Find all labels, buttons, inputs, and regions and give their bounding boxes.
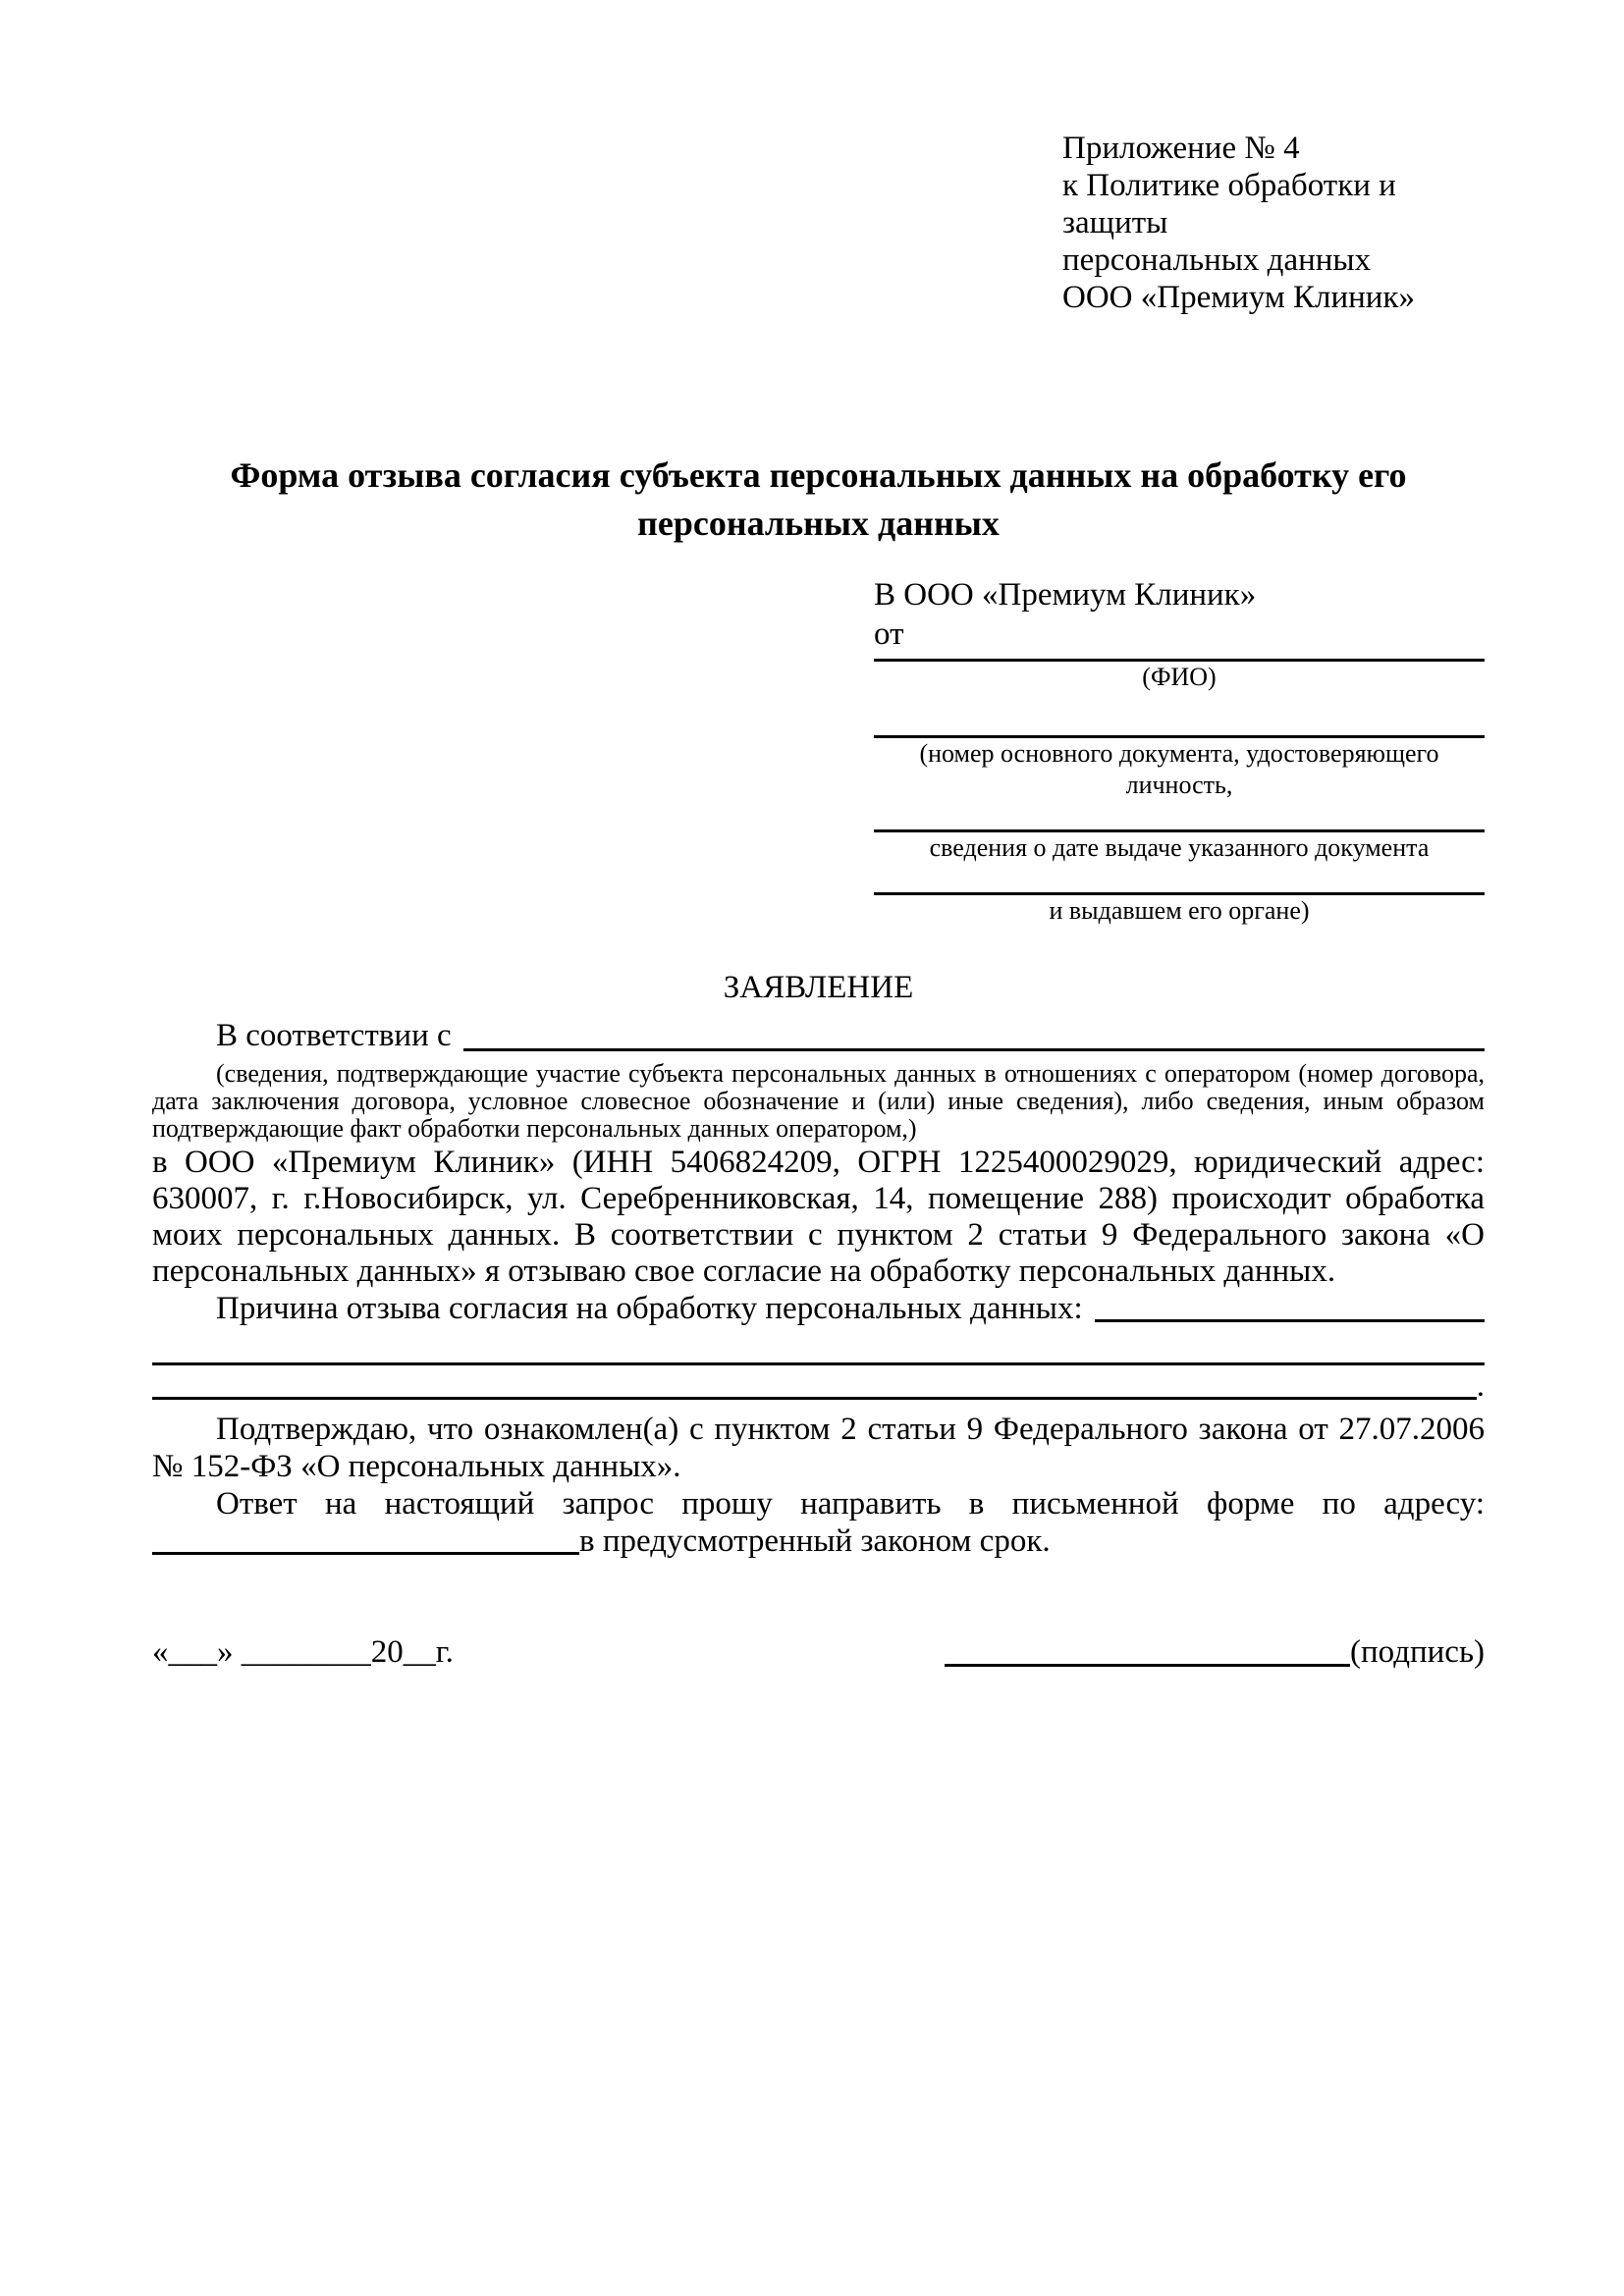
signature-row: [152, 1630, 1485, 1674]
basis-prefix: В соответствии с: [216, 1018, 452, 1053]
addressee-from: от: [874, 616, 904, 652]
issue-date-label: сведения о дате выдаче указанного документа: [929, 833, 1430, 862]
basis-row: [152, 1015, 1485, 1056]
reason-continuation-line-1[interactable]: [152, 1327, 1485, 1365]
appendix-line: ООО «Премиум Клиник»: [1062, 280, 1415, 315]
reason-end-period: .: [1476, 1368, 1485, 1404]
doc-number-blank-line[interactable]: [874, 693, 1485, 738]
addressee-to: В ООО «Премиум Клиник»: [874, 577, 1257, 613]
date-blank[interactable]: «___» ________20__г.: [152, 1634, 454, 1670]
basis-footnote: (сведения, подтверждающие участие субъекта персональных данных в отношениях с оператором (номер договора, дата заключения договора, условное словесное обозначение и (или) иные сведения), либо сведения, иным образом подтверждающие факт обработки персональных данных оператором,): [152, 1059, 1485, 1143]
appendix-line: персональных данных: [1062, 242, 1372, 278]
signature-blank-line[interactable]: [945, 1631, 1350, 1667]
issue-org-label: и выдавшем его органе): [1049, 896, 1310, 925]
fio-blank-line[interactable]: [874, 654, 1485, 662]
issue-date-blank-line[interactable]: [874, 801, 1485, 832]
reply-paragraph: Ответ на настоящий запрос прошу направить в письменной форме по адресу:: [216, 1486, 1485, 1522]
statement-body: в ООО «Премиум Клиник» (ИНН 5406824209, ОГРН 1225400029029, юридический адрес: 630007, г. г.Новосибирск, ул. Серебренниковская, 14, помещение 288) происходит обработка моих персональных данных. В соответствии с пунктом 2 статьи 9 Федерального закона «О персональных данных» я отзываю свое согласие на обработку персональных данных.: [152, 1145, 1485, 1289]
reply-suffix: в предусмотренный законом срок.: [579, 1523, 1051, 1559]
form-title: Форма отзыва согласия субъекта персональных данных на обработку его персональных данных: [230, 455, 1407, 543]
reply-address-row: [152, 1522, 1485, 1560]
addressee-block: [874, 575, 1485, 927]
doc-number-label: (номер основного документа, удостоверяющего личность,: [919, 739, 1439, 799]
signature-group: [945, 1630, 1485, 1674]
statement-heading: ЗАЯВЛЕНИЕ: [723, 970, 914, 1005]
fio-label: (ФИО): [1142, 663, 1217, 691]
reason-blank-line-2[interactable]: [152, 1365, 1477, 1400]
reason-blank-line[interactable]: [1095, 1290, 1485, 1322]
appendix-line: к Политике обработки и защиты: [1062, 168, 1396, 240]
reason-continuation-line-2: [152, 1365, 1485, 1407]
reply-address-blank-line[interactable]: [152, 1522, 579, 1555]
appendix-line: Приложение № 4: [1062, 131, 1300, 166]
basis-blank-line[interactable]: [463, 1015, 1485, 1051]
confirmation-paragraph: Подтверждаю, что ознакомлен(а) с пунктом 2 статьи 9 Федерального закона от 27.07.2006 № 152-ФЗ «О персональных данных».: [152, 1412, 1485, 1484]
appendix-header: [1062, 130, 1485, 316]
reason-row: [152, 1290, 1485, 1327]
reason-prefix: Причина отзыва согласия на обработку персональных данных:: [216, 1291, 1083, 1326]
signature-label: (подпись): [1350, 1634, 1485, 1670]
issue-org-blank-line[interactable]: [874, 864, 1485, 895]
